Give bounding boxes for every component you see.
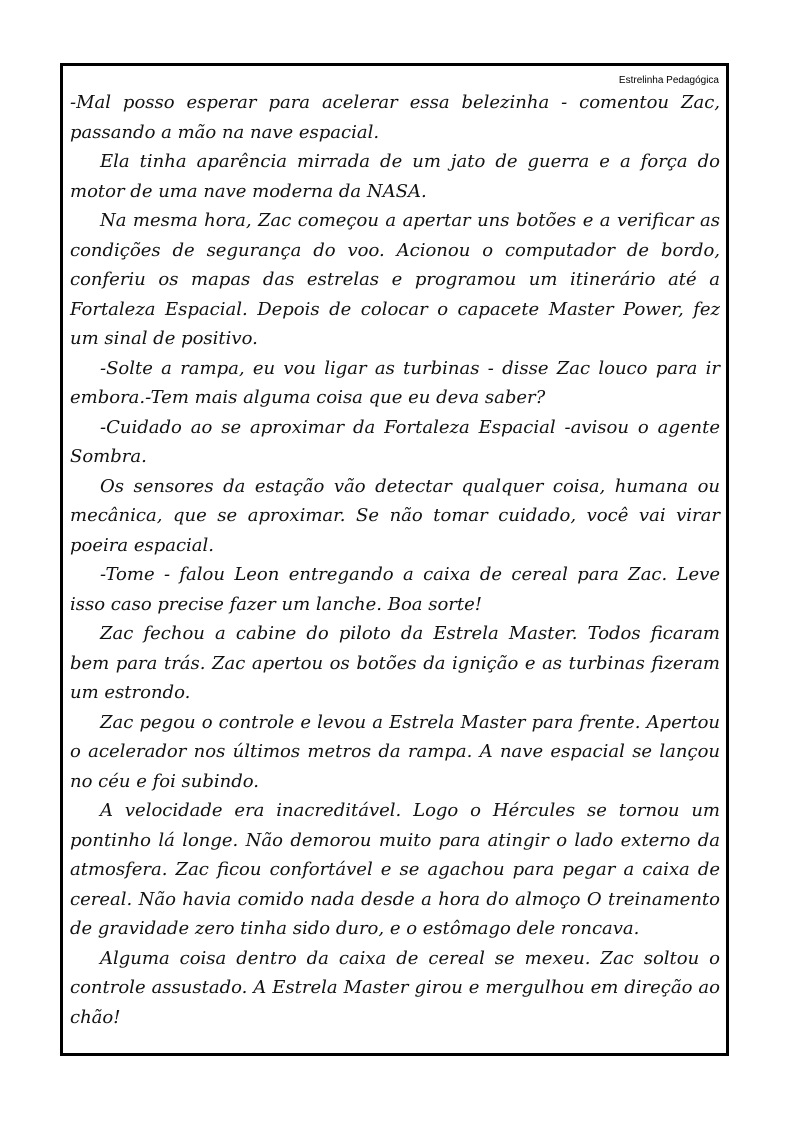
- story-paragraph: -Mal posso esperar para acelerar essa belezinha - comentou Zac, passando a mão na nave espacial.: [70, 92, 720, 143]
- story-paragraph: Ela tinha aparência mirrada de um jato de guerra e a força do motor de uma nave moderna da NASA.: [70, 151, 720, 202]
- brand-label: Estrelinha Pedagógica: [618, 75, 719, 86]
- story-paragraph: Alguma coisa dentro da caixa de cereal se mexeu. Zac soltou o controle assustado. A Estrela Master girou e mergulhou em direção ao chão!: [70, 947, 720, 1028]
- story-paragraph: Na mesma hora, Zac começou a apertar uns botões e a verificar as condições de segurança do voo. Acionou o computador de bordo, conferiu os mapas das estrelas e programou um itinerário até a Fortaleza Espacial. Depois de colocar o capacete Master Power, fez um sinal de positivo.: [70, 210, 720, 349]
- story-paragraph: Os sensores da estação vão detectar qualquer coisa, humana ou mecânica, que se aproximar. Se não tomar cuidado, você vai virar poeira espacial.: [70, 475, 720, 556]
- story-paragraph: -Cuidado ao se aproximar da Fortaleza Espacial -avisou o agente Sombra.: [70, 416, 720, 467]
- story-paragraph: -Solte a rampa, eu vou ligar as turbinas - disse Zac louco para ir embora.-Tem mais alguma coisa que eu deva saber?: [70, 357, 720, 408]
- story-text: [70, 88, 720, 1032]
- page-border: [60, 63, 729, 1056]
- story-paragraph: Zac fechou a cabine do piloto da Estrela Master. Todos ficaram bem para trás. Zac apertou os botões da ignição e as turbinas fizeram um estrondo.: [70, 623, 720, 703]
- story-paragraph: -Tome - falou Leon entregando a caixa de cereal para Zac. Leve isso caso precise fazer um lanche. Boa sorte!: [70, 564, 720, 615]
- story-paragraph: Zac pegou o controle e levou a Estrela Master para frente. Apertou o acelerador nos últimos metros da rampa. A nave espacial se lançou no céu e foi subindo.: [70, 711, 720, 792]
- story-paragraph: A velocidade era inacreditável. Logo o Hércules se tornou um pontinho lá longe. Não demorou muito para atingir o lado externo da atmosfera. Zac ficou confortável e se agachou para pegar a caixa de cereal. Não havia comido nada desde a hora do almoço O treinamento de gravidade zero tinha sido duro, e o estômago dele roncava.: [70, 800, 720, 939]
